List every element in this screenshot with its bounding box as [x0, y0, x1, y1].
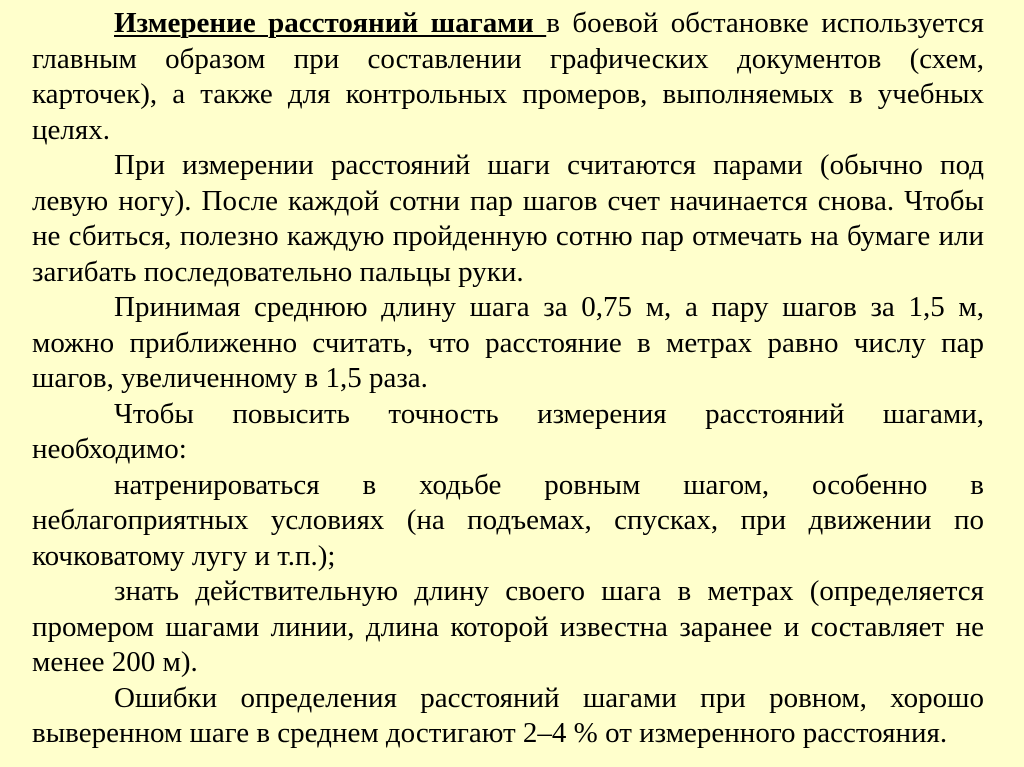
paragraph-step-length: Принимая среднюю длину шага за 0,75 м, а пару шагов за 1,5 м, можно приближенно считать, что расстояние в метрах равно числу пар шагов, увеличенному в 1,5 раза.	[32, 291, 984, 394]
intro-heading: Измерение расстояний шагами	[114, 7, 547, 39]
paragraph-pairs-counting: При измерении расстояний шаги считаются парами (обычно под левую ногу). После каждой сотни пар шагов счет начинается снова. Чтобы не сбиться, полезно каждую пройденную сотню пар отмечать на бумаге или загибать последовательно пальцы руки.	[32, 149, 984, 288]
paragraph-errors: Ошибки определения расстояний шагами при ровном, хорошо выверенном шаге в среднем достигают 2–4 % от измеренного расстояния.	[32, 681, 984, 749]
paragraph-training: натренироваться в ходьбе ровным шагом, особенно в неблагоприятных условиях (на подъемах, спусках, при движении по кочковатому лугу и т.п.);	[32, 468, 984, 572]
intro-text: в боевой обстановке используется главным образом при составлении графических документов (схем, карточек), а также для контрольных промеров, выполняемых в учебных целях.	[32, 7, 985, 146]
document-body	[32, 6, 984, 752]
paragraph-accuracy-intro: Чтобы повысить точность измерения расстояний шагами, необходимо:	[32, 397, 984, 465]
paragraph-step-calibration: знать действительную длину своего шага в метрах (определяется промером шагами линии, длина которой известна заранее и составляет не менее 200 м).	[32, 575, 984, 678]
intro-paragraph	[32, 6, 984, 148]
